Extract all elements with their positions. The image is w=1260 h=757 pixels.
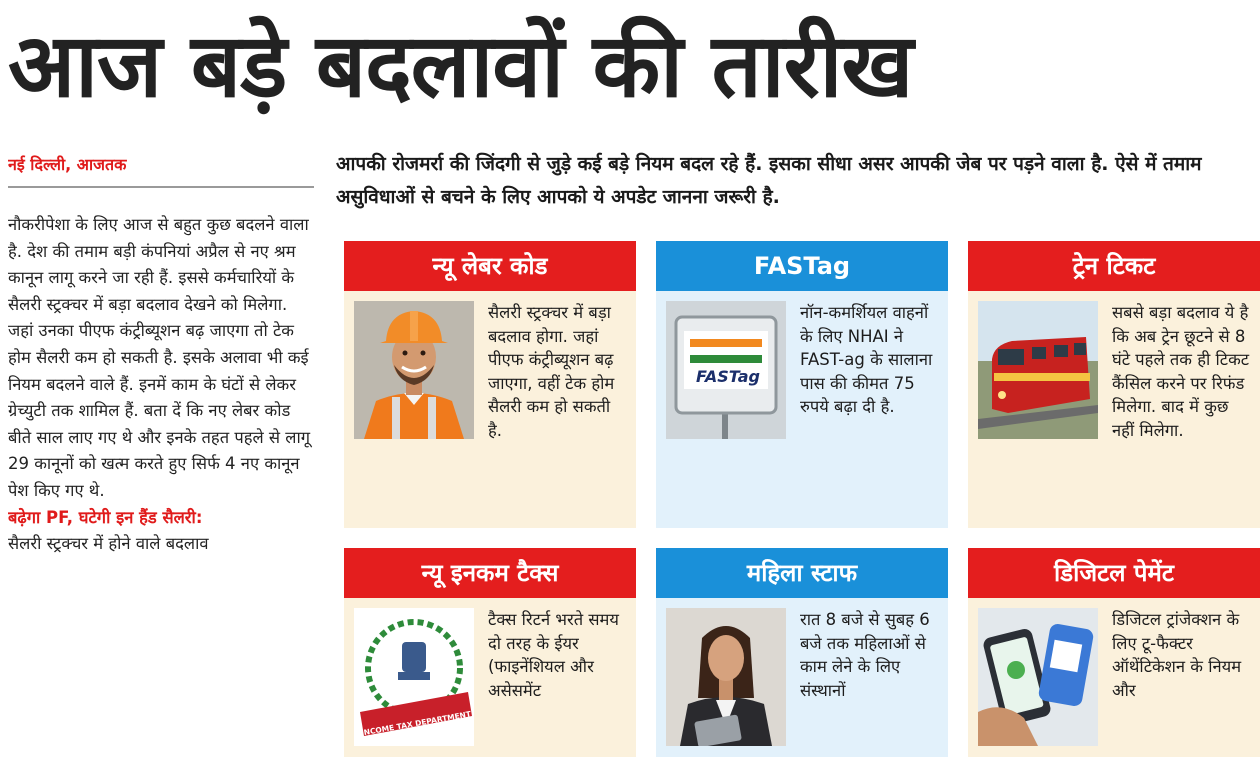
card-text: रात 8 बजे से सुबह 6 बजे तक महिलाओं से काम लेने के लिए संस्थानों — [800, 610, 930, 700]
phone-illustration — [978, 608, 1098, 746]
woman-with-tablet-photo — [666, 608, 786, 746]
train-photo — [978, 301, 1098, 439]
woman-illustration — [666, 608, 786, 746]
article-continued: सैलरी स्ट्रक्चर में होने वाले बदलाव — [8, 534, 209, 554]
card-title: न्यू इनकम टैक्स — [344, 548, 636, 598]
card-title: महिला स्टाफ — [656, 548, 948, 598]
worker-illustration — [354, 301, 474, 439]
phone-payment-photo — [978, 608, 1098, 746]
card-train-ticket — [968, 241, 1260, 528]
headline: आज बड़े बदलावों की तारीख — [8, 14, 913, 117]
card-text: सबसे बड़ा बदलाव ये है कि अब ट्रेन छूटने से 8 घंटे पहले तक ही टिकट कैंसिल करने पर रिफंड मिलेगा. बाद में कुछ नहीं मिलेगा. — [1112, 303, 1250, 440]
fastag-logo-text: FASTag — [695, 367, 761, 386]
left-column — [8, 150, 314, 757]
card-digital-payment — [968, 548, 1260, 757]
card-fastag — [656, 241, 948, 528]
tax-logo-text: INCOME TAX DEPARTMENT — [360, 709, 472, 738]
card-income-tax — [344, 548, 636, 757]
card-text: सैलरी स्ट्रक्चर में बड़ा बदलाव होगा. जहां पीएफ कंट्रीब्यूशन बढ़ जाएगा, वहीं टेक होम सैलरी कम हो सकती है. — [488, 303, 615, 440]
card-body — [968, 598, 1260, 757]
card-body — [344, 291, 636, 528]
article-subhead: बढ़ेगा PF, घटेगी इन हैंड सैलरी: — [8, 507, 203, 527]
card-body — [968, 291, 1260, 528]
card-text: नॉन-कमर्शियल वाहनों के लिए NHAI ने FAST-ag के सालाना पास की कीमत 75 रुपये बढ़ा दी है. — [800, 303, 933, 416]
train-illustration — [978, 301, 1098, 439]
card-title: डिजिटल पेमेंट — [968, 548, 1260, 598]
byline-divider — [8, 186, 314, 188]
construction-worker-photo — [354, 301, 474, 439]
card-title: न्यू लेबर कोड — [344, 241, 636, 291]
card-text: टैक्स रिटर्न भरते समय दो तरह के ईयर (फाइनेंशियल और असेसमेंट — [488, 610, 619, 700]
card-women-staff — [656, 548, 948, 757]
byline: नई दिल्ली, आजतक — [8, 155, 127, 174]
card-body — [656, 291, 948, 528]
income-tax-department-logo — [354, 608, 474, 746]
article-body: नौकरीपेशा के लिए आज से बहुत कुछ बदलने वाला है. देश की तमाम बड़ी कंपनियां अप्रैल से नए श्रम कानून लागू करने जा रही हैं. इससे कर्मचारियों के सैलरी स्ट्रक्चर में बड़ा बदलाव देखने को मिलेगा. जहां उनका पीएफ कंट्रीब्यूशन बढ़ जाएगा तो टेक होम सैलरी कम हो सकती है. इसके अलावा भी कई नियम बदलने वाले हैं. इनमें काम के घंटों से लेकर ग्रेच्युटी तक शामिल हैं. बता दें कि नए लेबर कोड बीते साल लाए गए थे और इनके तहत पहले से लागू 29 कानूनों को खत्म करते हुए सिर्फ 4 नए कानून पेश किए गए थे. — [8, 215, 311, 500]
card-title: ट्रेन टिकट — [968, 241, 1260, 291]
card-text: डिजिटल ट्रांजेक्शन के लिए टू-फैक्टर ऑथेंटिकेशन के नियम और — [1112, 610, 1242, 700]
fastag-sign-photo — [666, 301, 786, 439]
card-body — [344, 598, 636, 757]
card-title: FASTag — [656, 241, 948, 291]
card-body — [656, 598, 948, 757]
card-labour-code — [344, 241, 636, 528]
intro-paragraph: आपकी रोजमर्रा की जिंदगी से जुड़े कई बड़े नियम बदल रहे हैं. इसका सीधा असर आपकी जेब पर पड़ने वाला है. ऐसे में तमाम असुविधाओं से बचने के लिए आपको ये अपडेट जानना जरूरी है. — [336, 153, 1202, 208]
